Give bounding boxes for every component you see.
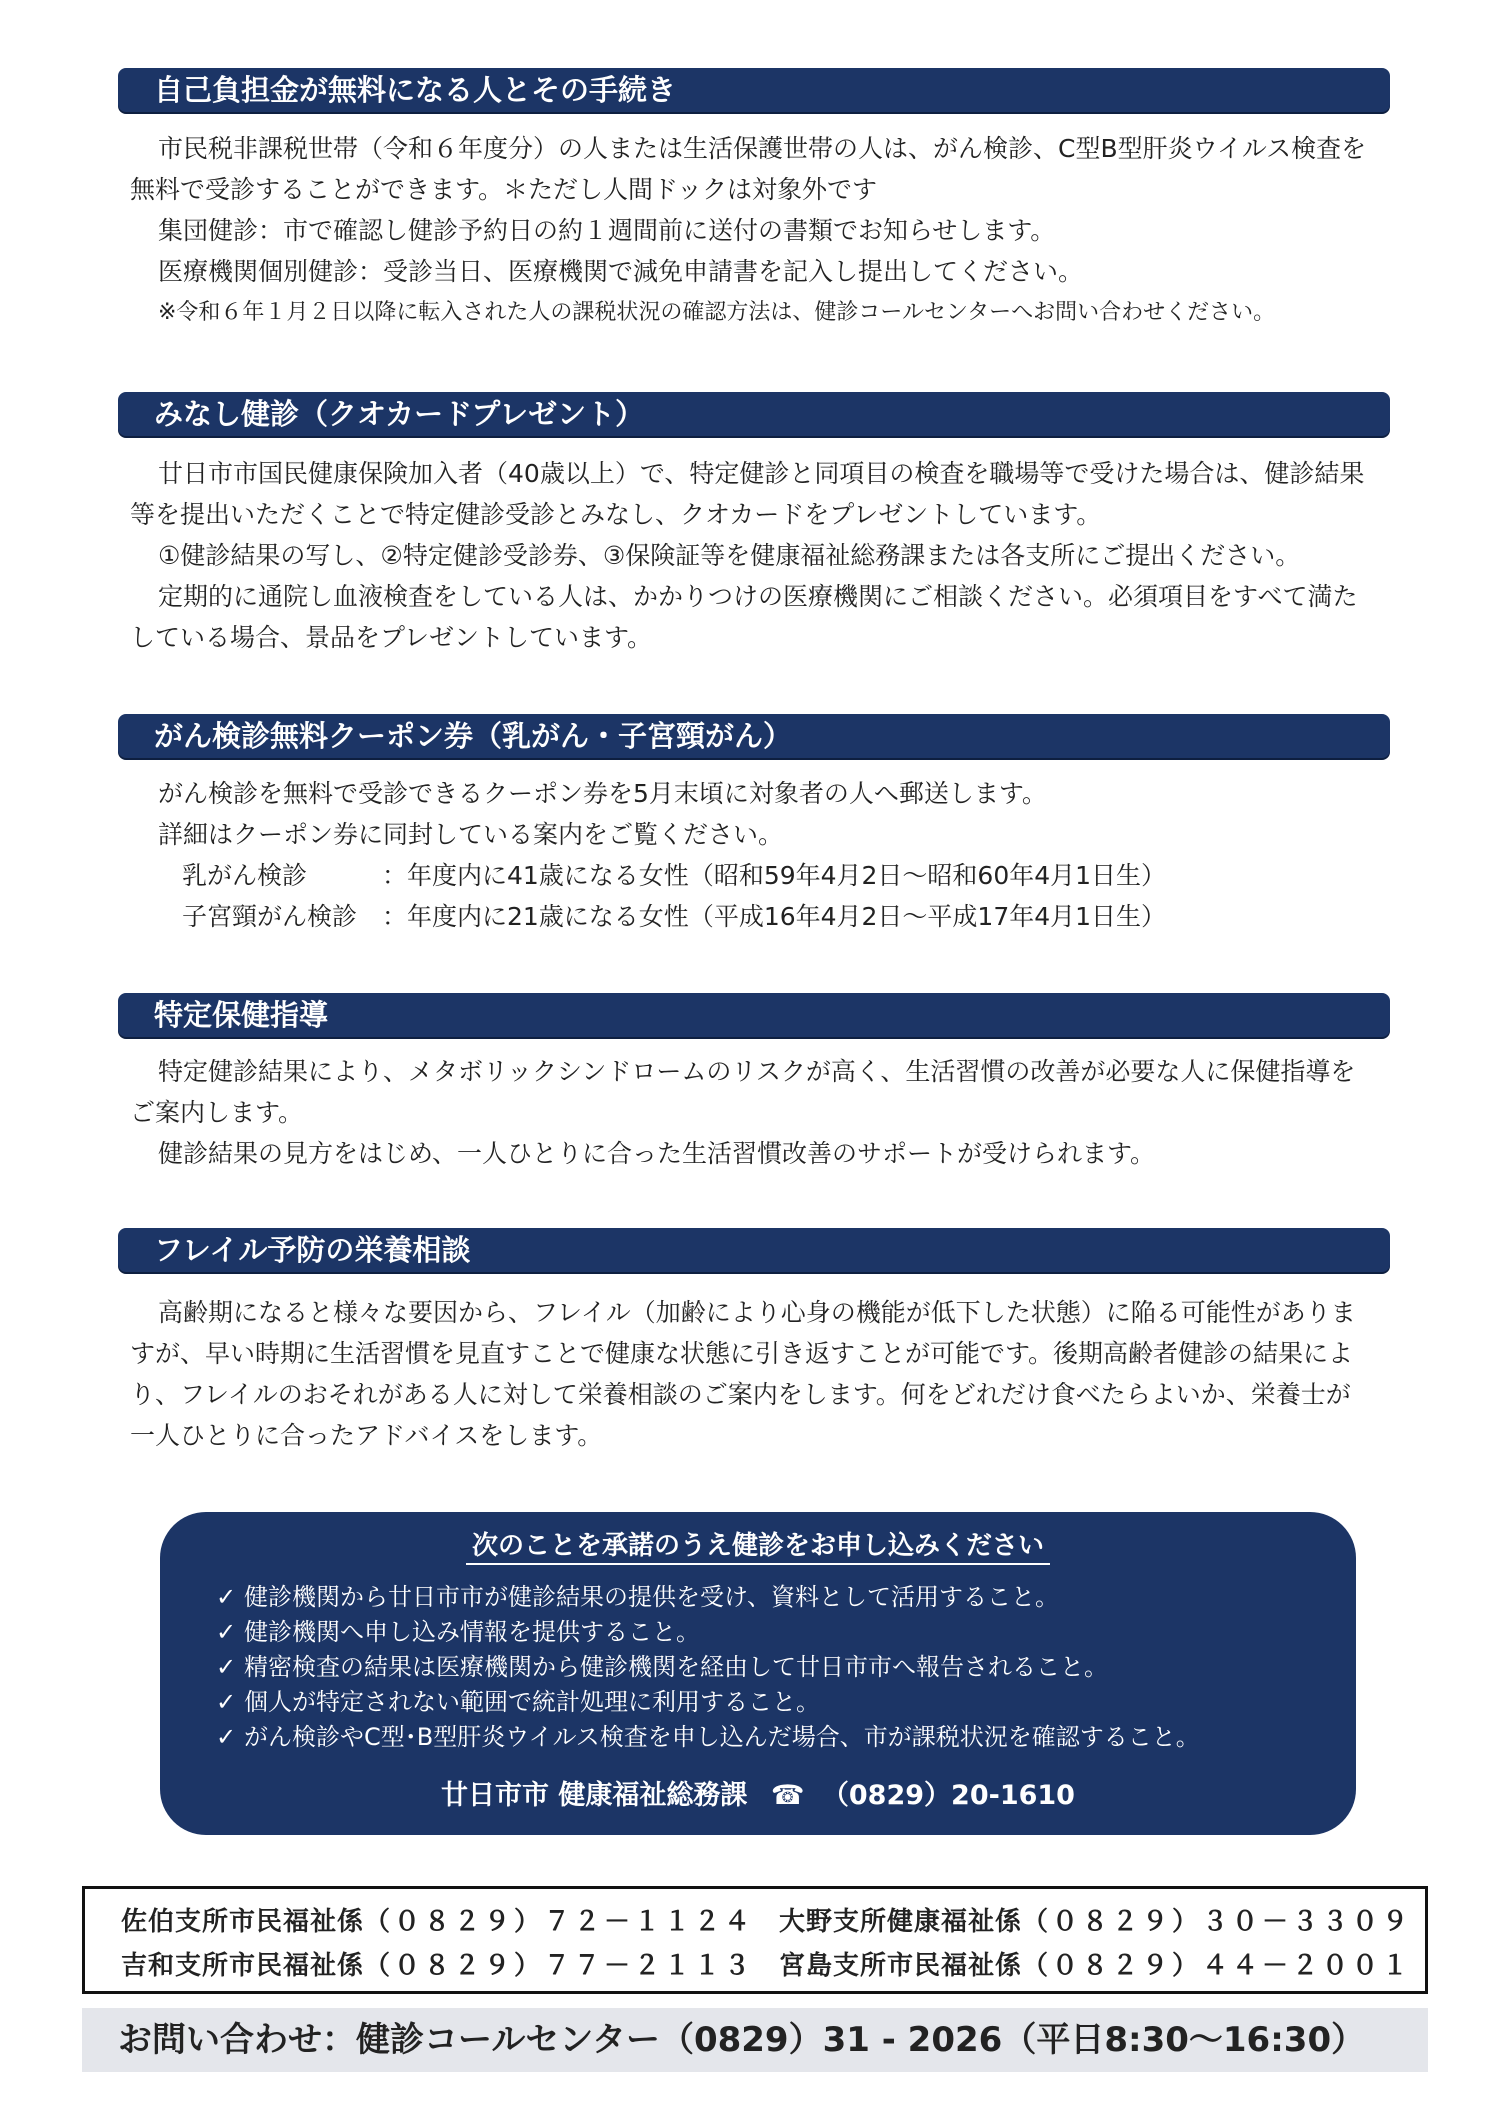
consent-item: ✓ 精密検査の結果は医療機関から健診機関を経由して廿日市市へ報告されること。 (216, 1650, 1200, 1685)
inquiry-call-center: お問い合わせ：健診コールセンター（0829）31 - 2026（平日8:30～16:30） (82, 2008, 1428, 2072)
coupon-row-text: ：年度内に21歳になる女性（平成16年4月2日～平成17年4月1日生） (382, 902, 1167, 931)
consent-item: ✓ 個人が特定されない範囲で統計処理に利用すること。 (216, 1685, 1200, 1720)
consent-contact-org: 廿日市市 健康福祉総務課 (441, 1780, 748, 1811)
branch-ono: 大野支所健康福祉係（０８２９）３０－３３０９ (779, 1907, 1413, 1937)
section-body-free-copay (130, 128, 1370, 333)
note: ※令和６年１月２日以降に転入された人の課税状況の確認方法は、健診コールセンターへお問い合わせください。 (158, 300, 1276, 325)
coupon-row (130, 855, 1370, 896)
consent-item: ✓ 健診機関へ申し込み情報を提供すること。 (216, 1615, 1200, 1650)
check-icon: ✓ (216, 1583, 237, 1611)
section-title-health-guidance: 特定保健指導 (118, 993, 1390, 1037)
branch-miyajima: 宮島支所市民福祉係（０８２９）４４－２００１ (779, 1951, 1413, 1981)
paragraph: 高齢期になると様々な要因から、フレイル（加齢により心身の機能が低下した状態）に陥る可能性がありますが、早い時期に生活習慣を見直すことで健康な状態に引き返すことが可能です。後期高齢者健診の結果により、フレイルのおそれがある人に対して栄養相談のご案内をします。何をどれだけ食べたらよいか、栄養士が一人ひとりに合ったアドバイスをします。 (130, 1298, 1356, 1450)
paragraph: 集団健診：市で確認し健診予約日の約１週間前に送付の書類でお知らせします。 (158, 216, 1056, 245)
section-title-frailty: フレイル予防の栄養相談 (118, 1228, 1390, 1272)
section-body-health-guidance (130, 1051, 1370, 1174)
paragraph: ①健診結果の写し、②特定健診受診券、③保険証等を健康福祉総務課または各支所にご提出ください。 (158, 541, 1301, 570)
consent-item: ✓ がん検診やC型･B型肝炎ウイルス検査を申し込んだ場合、市が課税状況を確認すること。 (216, 1720, 1200, 1755)
consent-item: ✓ 健診機関から廿日市市が健診結果の提供を受け、資料として活用すること。 (216, 1580, 1200, 1615)
coupon-row-label: 乳がん検診 (182, 861, 308, 890)
paragraph: がん検診を無料で受診できるクーポン券を5月末頃に対象者の人へ郵送します。 (158, 779, 1047, 808)
paragraph: 医療機関個別健診：受診当日、医療機関で減免申請書を記入し提出してください。 (158, 257, 1084, 286)
coupon-row-text: ：年度内に41歳になる女性（昭和59年4月2日～昭和60年4月1日生） (382, 861, 1167, 890)
consent-contact-phone: （0829）20-1610 (821, 1780, 1075, 1811)
paragraph: 特定健診結果により、メタボリックシンドロームのリスクが高く、生活習慣の改善が必要な人に保健指導をご案内します。 (130, 1057, 1356, 1127)
check-icon: ✓ (216, 1618, 237, 1646)
section-title-minashi: みなし健診（クオカードプレゼント） (118, 392, 1390, 436)
branch-row (121, 1945, 1412, 1982)
consent-box (160, 1512, 1356, 1835)
coupon-row (130, 896, 1370, 937)
consent-list (216, 1580, 1200, 1755)
branch-row (121, 1901, 1412, 1938)
section-body-coupon (130, 773, 1370, 937)
consent-title: 次のことを承諾のうえ健診をお申し込みください (160, 1526, 1356, 1566)
check-icon: ✓ (216, 1653, 237, 1681)
paragraph: 詳細はクーポン券に同封している案内をご覧ください。 (158, 820, 784, 849)
section-body-frailty (130, 1292, 1370, 1456)
paragraph: 廿日市市国民健康保険加入者（40歳以上）で、特定健診と同項目の検査を職場等で受けた場合は、健診結果等を提出いただくことで特定健診受診とみなし、クオカードをプレゼントしています。 (130, 459, 1365, 529)
paragraph: 定期的に通院し血液検査をしている人は、かかりつけの医療機関にご相談ください。必須項目をすべて満たしている場合、景品をプレゼントしています。 (130, 582, 1358, 652)
branch-contact-box (82, 1886, 1428, 1994)
section-title-free-copay: 自己負担金が無料になる人とその手続き (118, 68, 1390, 112)
check-icon: ✓ (216, 1688, 237, 1716)
check-icon: ✓ (216, 1723, 237, 1751)
paragraph: 健診結果の見方をはじめ、一人ひとりに合った生活習慣改善のサポートが受けられます。 (158, 1139, 1156, 1168)
section-body-minashi (130, 453, 1370, 658)
section-title-coupon: がん検診無料クーポン券（乳がん・子宮頸がん） (118, 714, 1390, 758)
consent-contact (160, 1776, 1356, 1816)
coupon-row-label: 子宮頸がん検診 (182, 902, 358, 931)
branch-saeki: 佐伯支所市民福祉係（０８２９）７２－１１２４ (121, 1907, 755, 1937)
paragraph: 市民税非課税世帯（令和６年度分）の人または生活保護世帯の人は、がん検診、C型B型肝炎ウイルス検査を無料で受診することができます。＊ただし人間ドックは対象外です (130, 134, 1367, 204)
phone-icon: ☎ (770, 1780, 805, 1811)
branch-yoshiwa: 吉和支所市民福祉係（０８２９）７７－２１１３ (121, 1951, 755, 1981)
